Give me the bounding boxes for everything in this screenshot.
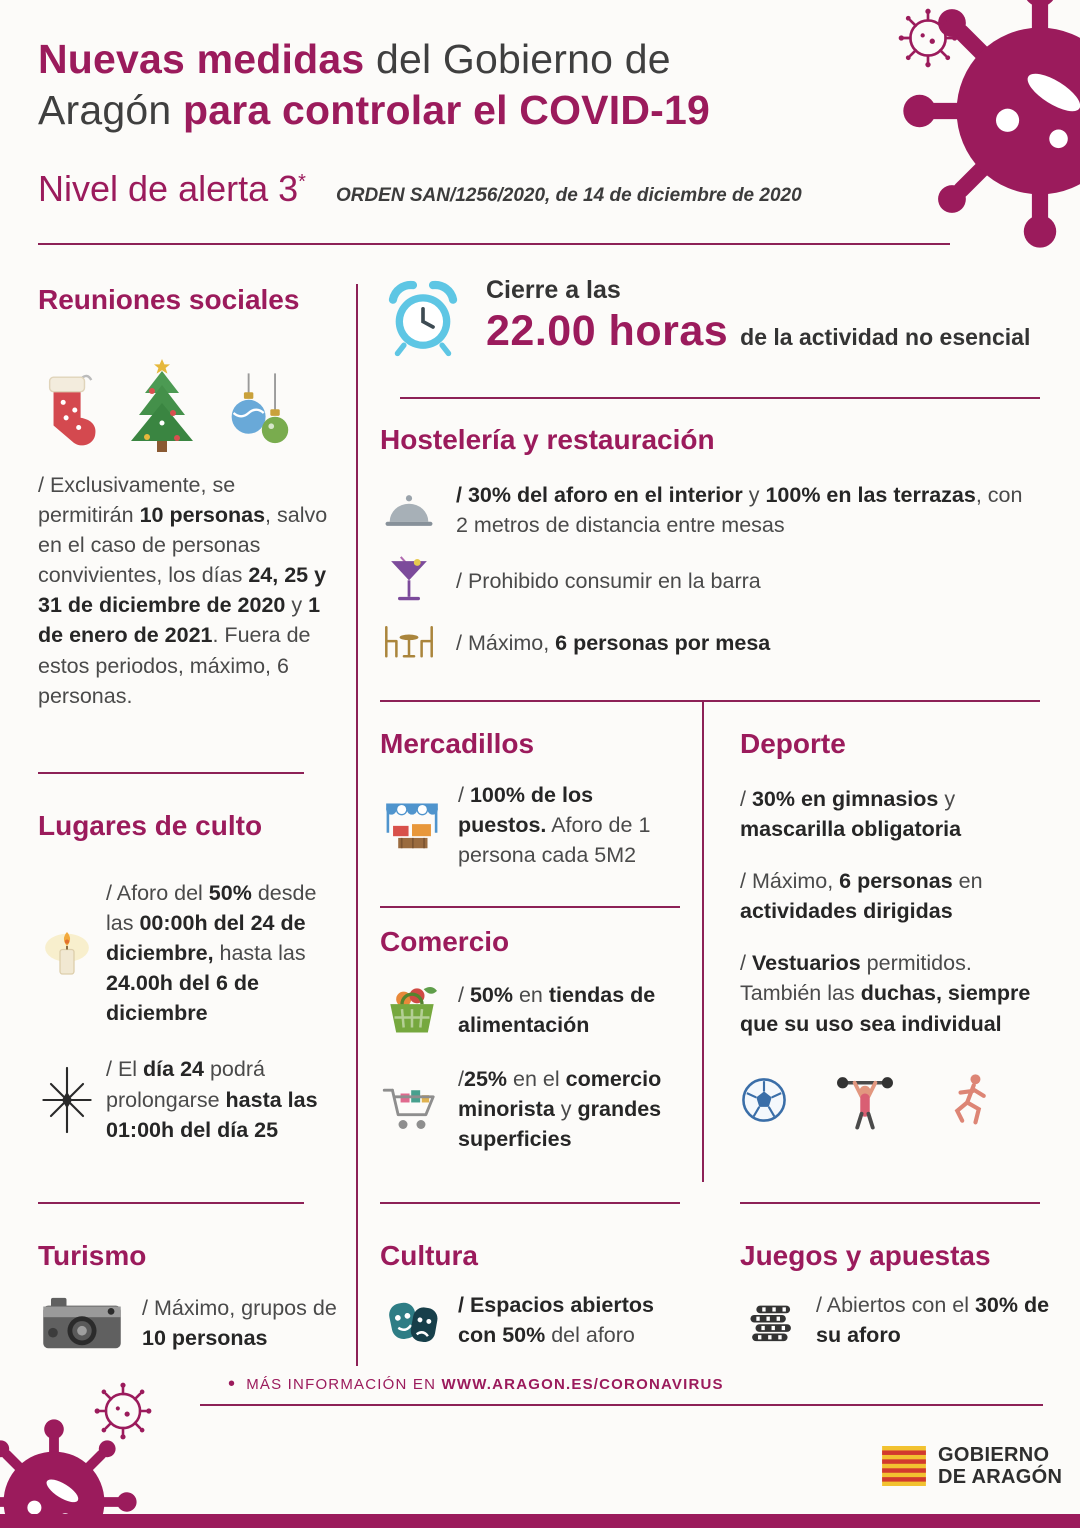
- food-basket-icon: [380, 982, 444, 1038]
- rule-item: [380, 980, 686, 1040]
- rule-item: [380, 480, 1040, 540]
- rule-item: [380, 1064, 686, 1154]
- more-info-text[interactable]: MÁS INFORMACIÓN EN WWW.ARAGON.ES/CORONAVIRUS: [246, 1375, 724, 1393]
- theater-masks-icon: [380, 1293, 444, 1347]
- star-icon: [38, 1065, 96, 1135]
- rule-text: / Prohibido consumir en la barra: [456, 569, 761, 594]
- title-line2: Aragón para controlar el COVID-19: [38, 87, 710, 134]
- section-cultura: [380, 1240, 686, 1350]
- section-title: Cultura: [380, 1240, 478, 1271]
- rule-text: / Máximo, grupos de 10 personas: [142, 1295, 337, 1350]
- section-reuniones-sociales: [38, 284, 334, 711]
- serving-dish-icon: [380, 487, 438, 533]
- page-title: [38, 34, 888, 137]
- section-lugares-de-culto: [38, 810, 340, 1145]
- divider: [380, 1202, 680, 1204]
- rule-item: [38, 878, 340, 1028]
- order-reference: ORDEN SAN/1256/2020, de 14 de diciembre de 2020: [335, 185, 802, 206]
- section-title: Mercadillos: [380, 728, 535, 759]
- section-hosteleria: [380, 424, 1040, 664]
- rule-item: [380, 622, 1040, 664]
- logo-text: [938, 1444, 1062, 1489]
- divider: [38, 772, 304, 774]
- logo-line1: GOBIERNO: [938, 1444, 1050, 1466]
- divider: [380, 700, 1040, 702]
- closing-prefix: Cierre a las: [486, 276, 621, 304]
- alert-asterisk: *: [298, 171, 306, 193]
- logo-line2: DE ARAGÓN: [938, 1466, 1063, 1489]
- section-body: / Exclusivamente, se permitirán 10 personas, salvo en el caso de personas convivientes, los días 24, 25 y 31 de diciembre de 2020 y 1 de enero de 2021. Fuera de estos periodos, máximo, 6 personas.: [38, 473, 328, 708]
- weightlifting-icon: [834, 1069, 896, 1131]
- bottom-accent-bar: [0, 1514, 1080, 1528]
- cocktail-icon: [380, 554, 438, 608]
- divider: [38, 1202, 304, 1204]
- rule-text: / 50% en tiendas de alimentación: [458, 983, 656, 1038]
- alarm-clock-icon: [382, 276, 464, 363]
- alert-row: [38, 168, 938, 210]
- section-title: Juegos y apuestas: [740, 1240, 991, 1271]
- poker-chips-icon: [740, 1295, 798, 1345]
- section-title: Comercio: [380, 926, 510, 957]
- column-divider: [356, 284, 358, 1366]
- christmas-decorations: [38, 332, 334, 454]
- shopping-cart-icon: [380, 1081, 444, 1137]
- divider: [400, 397, 1040, 399]
- section-mercadillos: [380, 728, 686, 870]
- footer-divider: [200, 1404, 1043, 1406]
- market-stall-icon: [380, 796, 444, 854]
- rule-text: / El día 24 podrá prolongarse hasta las 01:00h del día 25: [106, 1057, 318, 1142]
- virus-outline-icon: [896, 6, 960, 70]
- sports-icons: [740, 1069, 1042, 1131]
- section-title: Reuniones sociales: [38, 284, 300, 315]
- divider: [740, 1202, 1040, 1204]
- rule-text: / Aforo del 50% desde las 00:00h del 24 de diciembre, hasta las 24.00h del 6 de diciembre: [106, 881, 317, 1026]
- footer-info: [228, 1374, 724, 1394]
- rule-text: / Vestuarios permitidos. También las duchas, siempre que su uso sea individual: [740, 951, 1031, 1036]
- section-cierre: [382, 276, 1040, 363]
- rule-item: [380, 1290, 686, 1350]
- alert-level-text: Nivel de alerta 3: [38, 168, 299, 209]
- section-title: Deporte: [740, 728, 846, 759]
- soccer-ball-icon: [740, 1076, 788, 1124]
- table-and-chairs-icon: [380, 622, 438, 664]
- rule-item: [38, 1292, 344, 1354]
- section-title: Lugares de culto: [38, 810, 263, 841]
- rule-text: / 30% del aforo en el interior y 100% en las terrazas, con 2 metros de distancia entre mesas: [456, 483, 1023, 538]
- rule-text: / Máximo, 6 personas en actividades dirigidas: [740, 869, 983, 924]
- candle-icon: [38, 923, 96, 983]
- christmas-stocking-icon: [40, 370, 98, 454]
- rule-item: [380, 780, 686, 870]
- section-title: Turismo: [38, 1240, 147, 1271]
- christmas-ornaments-icon: [226, 372, 292, 454]
- rule-text: / Espacios abiertos con 50% del aforo: [458, 1293, 654, 1348]
- rule-text: /25% en el comercio minorista y grandes superficies: [458, 1067, 662, 1152]
- section-comercio: [380, 926, 686, 1154]
- title-line1: Nuevas medidas del Gobierno de: [38, 36, 671, 82]
- running-icon: [942, 1071, 994, 1129]
- column-divider: [702, 700, 704, 1182]
- rule-text: / Abiertos con el 30% de su aforo: [816, 1293, 1050, 1348]
- rule-text: / 30% en gimnasios y mascarilla obligatoria: [740, 787, 962, 842]
- closing-time: 22.00 horas: [486, 307, 729, 355]
- divider: [380, 906, 680, 908]
- section-deporte: [740, 728, 1042, 1131]
- rule-text: / 100% de los puestos. Aforo de 1 persona cada 5M2: [458, 783, 651, 868]
- rule-text: / Máximo, 6 personas por mesa: [456, 631, 771, 656]
- virus-outline-icon: [92, 1380, 154, 1442]
- section-juegos-y-apuestas: [740, 1240, 1050, 1350]
- christmas-tree-icon: [122, 356, 202, 454]
- rule-item: [740, 1290, 1050, 1350]
- header-divider: [38, 243, 950, 245]
- closing-text: [486, 276, 1030, 356]
- aragon-flag-icon: [882, 1446, 926, 1486]
- rule-item: [38, 1054, 340, 1144]
- gobierno-aragon-logo: [882, 1444, 1062, 1489]
- bullet-icon: •: [228, 1373, 237, 1395]
- rule-item: [380, 554, 1040, 608]
- section-turismo: [38, 1240, 344, 1354]
- alert-level: [38, 168, 306, 210]
- camera-icon: [38, 1292, 126, 1354]
- closing-suffix: de la actividad no esencial: [740, 324, 1031, 350]
- section-title: Hostelería y restauración: [380, 424, 715, 455]
